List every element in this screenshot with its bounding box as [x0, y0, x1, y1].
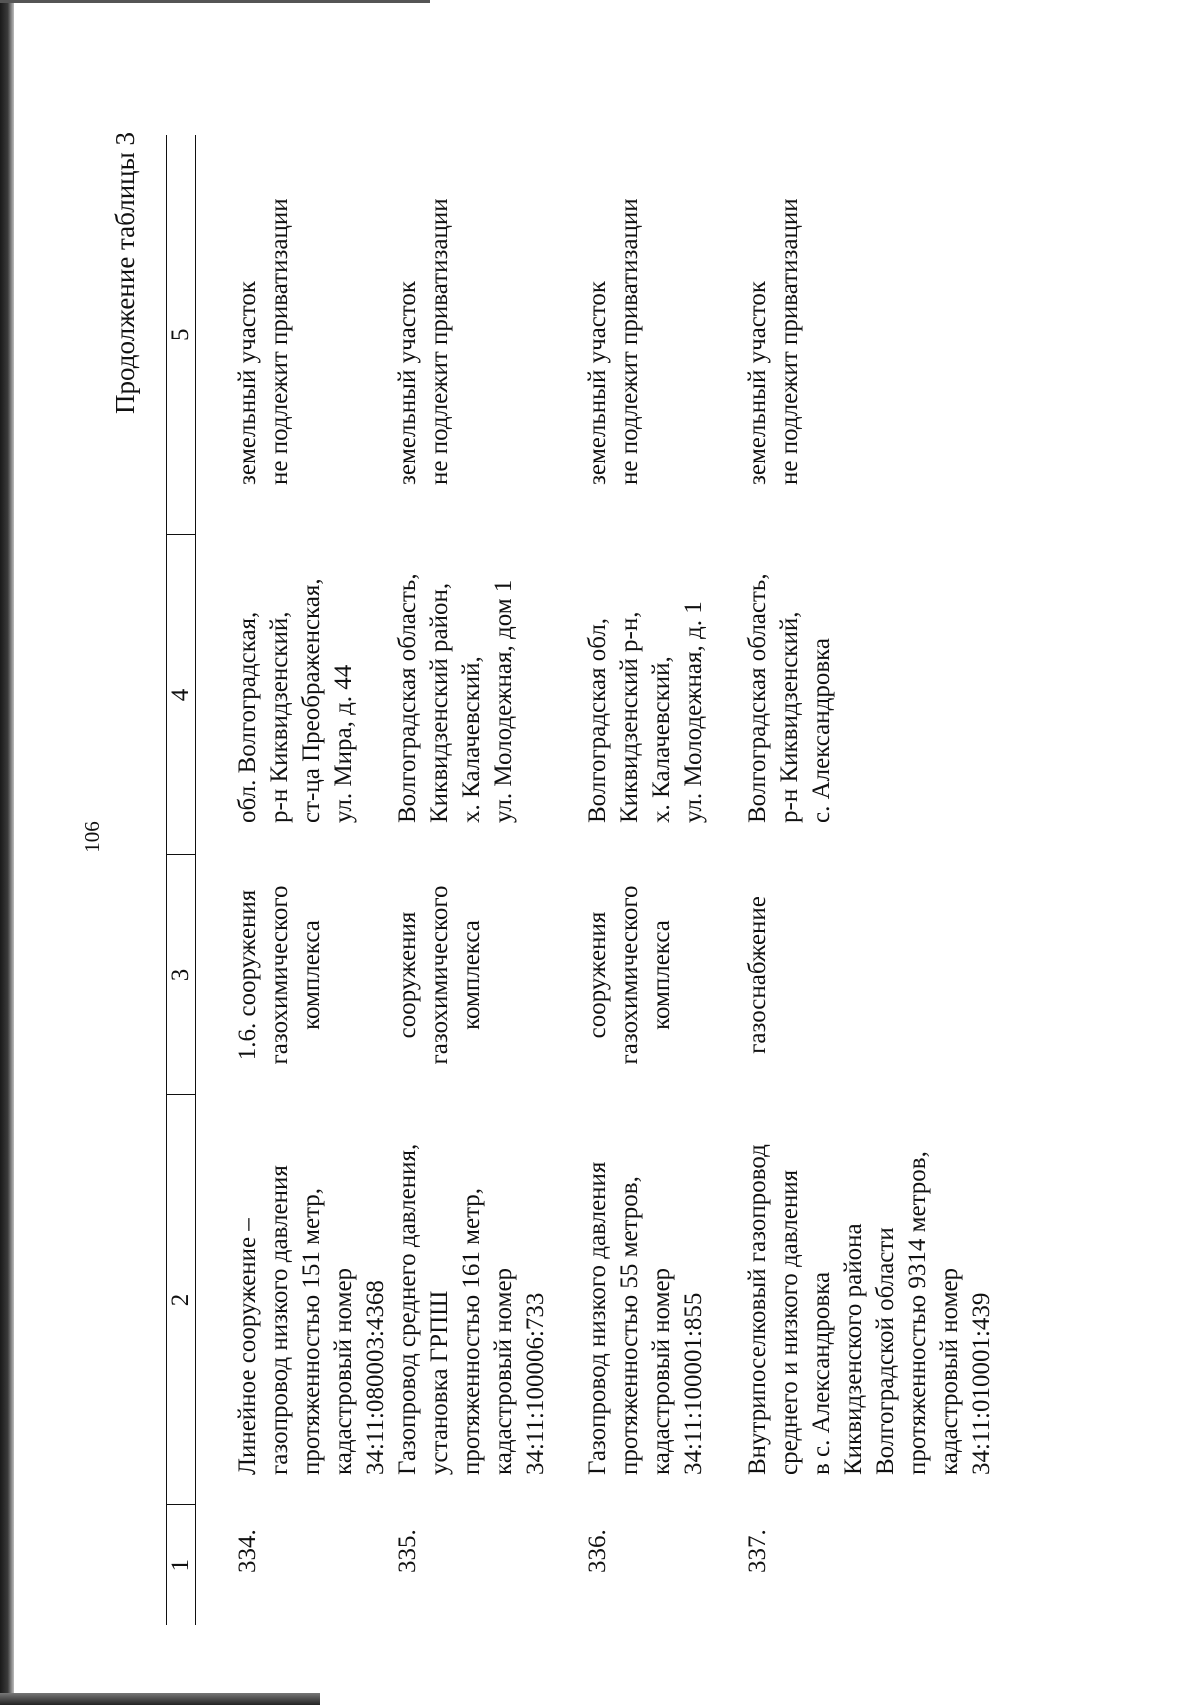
object-address: Волгоградская область, Киквидзенский район, х. Калачевский, ул. Молодежная, дом 1 [394, 573, 517, 823]
column-header-2: 2 [167, 1095, 196, 1505]
object-description: Газопровод низкого давления протяженностью 55 метров, кадастровый номер 34:11:100001:855 [584, 1161, 707, 1475]
object-description: Линейное сооружение – газопровод низкого давления протяженностью 151 метр, кадастровый номер 34:11:080003:4368 [234, 1165, 389, 1475]
page-number: 106 [80, 821, 104, 853]
object-address: Волгоградская обл, Киквидзенский р-н, х. Калачевский, ул. Молодежная, д. 1 [584, 601, 707, 823]
object-purpose: сооружения газохимического комплекса [584, 885, 675, 1065]
land-note: земельный участок не подлежит приватизации [584, 198, 643, 485]
land-note: земельный участок не подлежит приватизации [744, 198, 803, 485]
row-number: 335. [394, 1529, 421, 1573]
property-table [166, 135, 998, 1625]
column-header-4: 4 [167, 535, 196, 855]
table-row [582, 135, 742, 1625]
table-row [742, 135, 998, 1625]
object-purpose: 1.6. сооружения газохимического комплекса [234, 885, 325, 1065]
object-purpose: газоснабжение [744, 896, 771, 1054]
object-address: Волгоградская область, р-н Киквидзенский, с. Александровка [744, 573, 835, 823]
column-header-5: 5 [167, 135, 196, 535]
table-header-row [167, 135, 196, 1625]
land-note: земельный участок не подлежит приватизации [234, 198, 293, 485]
table-row [196, 135, 393, 1625]
row-number: 334. [234, 1529, 261, 1573]
table-row [392, 135, 582, 1625]
table-continuation-label: Продолжение таблицы 3 [110, 132, 140, 414]
object-purpose: сооружения газохимического комплекса [394, 885, 485, 1065]
row-number: 337. [744, 1529, 771, 1573]
column-header-1: 1 [167, 1505, 196, 1625]
object-description: Внутрипоселковый газопровод среднего и низкого давления в с. Александровка Киквидзенского района Волгоградской области протяженностью 9314 метров, кадастровый номер 34:11:010001:439 [744, 1144, 995, 1475]
object-description: Газопровод среднего давления, установка ГРПШ протяженностью 161 метр, кадастровый номер 34:11:100006:733 [394, 1143, 549, 1475]
row-number: 336. [584, 1529, 611, 1573]
column-header-3: 3 [167, 855, 196, 1095]
land-note: земельный участок не подлежит приватизации [394, 198, 453, 485]
object-address: обл. Волгоградская, р-н Киквидзенский, ст-ца Преображенская, ул. Мира, д. 44 [234, 578, 357, 823]
